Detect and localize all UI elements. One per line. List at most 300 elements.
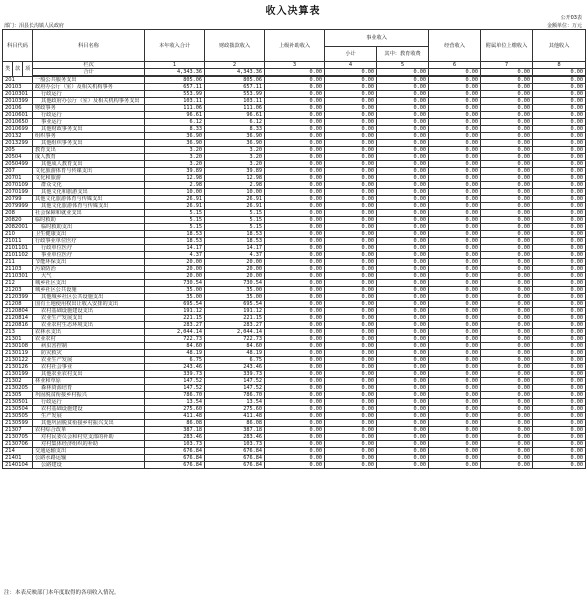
table-row	[3, 91, 586, 98]
zero-cell: 0.00	[377, 427, 429, 434]
table-row	[3, 140, 586, 147]
zero-cell: 0.00	[481, 462, 533, 469]
zero-cell: 0.00	[533, 434, 586, 441]
zero-cell: 0.00	[265, 189, 325, 196]
fiscal-cell: 657.11	[205, 84, 265, 91]
zero-cell: 0.00	[377, 182, 429, 189]
zero-cell: 0.00	[265, 413, 325, 420]
table-row	[3, 280, 586, 287]
table-row	[3, 147, 586, 154]
code-cell: 21302	[3, 378, 33, 385]
zero-cell: 0.00	[265, 371, 325, 378]
zero-cell: 0.00	[481, 420, 533, 427]
table-row	[3, 385, 586, 392]
name-cell: 农业农村	[33, 336, 145, 343]
total-cell: 86.08	[145, 420, 205, 427]
zero-cell: 0.00	[533, 462, 586, 469]
total-cell: 6.75	[145, 357, 205, 364]
fiscal-cell: 103.73	[205, 441, 265, 448]
zero-cell: 0.00	[325, 224, 377, 231]
zero-cell: 0.00	[325, 266, 377, 273]
code-cell: 2130126	[3, 364, 33, 371]
zero-cell: 0.00	[429, 420, 481, 427]
header-affiliated: 附属单位上缴收入	[481, 30, 533, 62]
header-other: 其他收入	[533, 30, 586, 62]
zero-cell: 0.00	[325, 259, 377, 266]
total-cell: 275.60	[145, 406, 205, 413]
zero-cell: 0.00	[265, 224, 325, 231]
zero-cell: 0.00	[533, 280, 586, 287]
total-cell: 26.91	[145, 196, 205, 203]
table-row	[3, 406, 586, 413]
zero-cell: 0.00	[533, 147, 586, 154]
zero-cell: 0.00	[533, 77, 586, 84]
zero-cell: 0.00	[533, 175, 586, 182]
table-row	[3, 266, 586, 273]
zero-cell: 0.00	[377, 287, 429, 294]
zero-cell: 0.00	[325, 245, 377, 252]
zero-cell: 0.00	[533, 105, 586, 112]
zero-cell: 0.00	[533, 154, 586, 161]
zero-cell: 0.00	[325, 462, 377, 469]
total-cell: 39.89	[145, 168, 205, 175]
fiscal-cell: 411.48	[205, 413, 265, 420]
zero-cell: 0.00	[265, 301, 325, 308]
zero-cell: 0.00	[377, 315, 429, 322]
name-cell: 卫生健康支出	[33, 231, 145, 238]
fiscal-cell: 339.73	[205, 371, 265, 378]
zero-cell: 0.00	[533, 112, 586, 119]
total-cell: 722.73	[145, 336, 205, 343]
zero-cell: 0.00	[429, 126, 481, 133]
table-row	[3, 329, 586, 336]
table-row	[3, 294, 586, 301]
zero-cell: 0.00	[481, 378, 533, 385]
table-row	[3, 189, 586, 196]
zero-cell: 0.00	[325, 420, 377, 427]
code-cell: 2120399	[3, 294, 33, 301]
fiscal-cell: 6.12	[205, 119, 265, 126]
fiscal-cell: 695.54	[205, 301, 265, 308]
zero-cell: 0.00	[325, 308, 377, 315]
code-cell: 2013299	[3, 140, 33, 147]
zero-cell: 0.00	[377, 455, 429, 462]
fiscal-cell: 805.06	[205, 77, 265, 84]
total-cell: 103.73	[145, 441, 205, 448]
code-cell: 20504	[3, 154, 33, 161]
name-cell: 交通运输支出	[33, 448, 145, 455]
fiscal-cell: 35.00	[205, 294, 265, 301]
table-row	[3, 350, 586, 357]
code-cell: 2120814	[3, 315, 33, 322]
fiscal-cell: 5.15	[205, 210, 265, 217]
zero-cell: 0.00	[265, 266, 325, 273]
zero-cell: 0.00	[481, 371, 533, 378]
header-total: 本年收入合计	[145, 30, 205, 62]
zero-cell: 0.00	[377, 98, 429, 105]
zero-cell: 0.00	[481, 336, 533, 343]
zero-cell: 0.00	[265, 238, 325, 245]
zero-cell: 0.00	[533, 448, 586, 455]
total-cell: 730.54	[145, 280, 205, 287]
name-cell: 事业单位医疗	[33, 252, 145, 259]
zero-cell: 0.00	[377, 126, 429, 133]
zero-cell: 0.00	[481, 441, 533, 448]
zero-cell: 0.00	[481, 182, 533, 189]
zero-cell: 0.00	[481, 364, 533, 371]
zero-cell: 0.00	[265, 399, 325, 406]
code-cell: 212	[3, 280, 33, 287]
fiscal-cell: 20.00	[205, 273, 265, 280]
zero-cell: 0.00	[533, 238, 586, 245]
zero-cell: 0.00	[533, 217, 586, 224]
footnote: 注：本表反映部门本年度取得的各项收入情况。	[4, 590, 120, 596]
fiscal-cell: 676.84	[205, 455, 265, 462]
zero-cell: 0.00	[429, 392, 481, 399]
zero-cell: 0.00	[533, 392, 586, 399]
zero-cell: 0.00	[481, 343, 533, 350]
table-row	[3, 434, 586, 441]
zero-cell: 0.00	[325, 413, 377, 420]
zero-cell: 0.00	[265, 168, 325, 175]
table-row	[3, 259, 586, 266]
name-cell: 林业和草原	[33, 378, 145, 385]
zero-cell: 0.00	[377, 434, 429, 441]
code-cell: 214	[3, 448, 33, 455]
total-cell: 2.98	[145, 182, 205, 189]
name-cell: 其他巩固脱贫衔接乡村振兴支出	[33, 420, 145, 427]
zero-cell: 0.00	[265, 378, 325, 385]
zero-cell: 0.00	[265, 294, 325, 301]
total-cell: 0.00	[429, 69, 481, 76]
zero-cell: 0.00	[533, 343, 586, 350]
fiscal-cell: 191.12	[205, 308, 265, 315]
zero-cell: 0.00	[325, 77, 377, 84]
zero-cell: 0.00	[377, 413, 429, 420]
name-cell: 一般公共服务支出	[33, 77, 145, 84]
total-cell: 111.06	[145, 105, 205, 112]
name-cell: 节能环保支出	[33, 259, 145, 266]
header-subtotal: 小计	[325, 47, 377, 62]
name-cell: 政府办公厅（室）及相关机构事务	[33, 84, 145, 91]
fiscal-cell: 18.53	[205, 238, 265, 245]
zero-cell: 0.00	[429, 203, 481, 210]
code-cell: 2130108	[3, 343, 33, 350]
table-row	[3, 168, 586, 175]
name-cell: 城乡社区公共设施	[33, 287, 145, 294]
zero-cell: 0.00	[481, 105, 533, 112]
zero-cell: 0.00	[377, 161, 429, 168]
table-row	[3, 308, 586, 315]
zero-cell: 0.00	[429, 133, 481, 140]
zero-cell: 0.00	[325, 84, 377, 91]
zero-cell: 0.00	[265, 147, 325, 154]
zero-cell: 0.00	[481, 119, 533, 126]
zero-cell: 0.00	[325, 399, 377, 406]
code-cell: 2130501	[3, 399, 33, 406]
report-title: 收入决算表	[265, 6, 321, 17]
zero-cell: 0.00	[325, 231, 377, 238]
zero-cell: 0.00	[533, 91, 586, 98]
zero-cell: 0.00	[481, 448, 533, 455]
name-cell: 成人教育	[33, 154, 145, 161]
zero-cell: 0.00	[429, 245, 481, 252]
zero-cell: 0.00	[429, 238, 481, 245]
code-cell: 2130505	[3, 413, 33, 420]
zero-cell: 0.00	[481, 91, 533, 98]
zero-cell: 0.00	[265, 112, 325, 119]
zero-cell: 0.00	[533, 245, 586, 252]
zero-cell: 0.00	[265, 343, 325, 350]
total-cell: 0.00	[325, 69, 377, 76]
zero-cell: 0.00	[377, 217, 429, 224]
zero-cell: 0.00	[265, 420, 325, 427]
name-cell: 临时救助	[33, 217, 145, 224]
zero-cell: 0.00	[325, 343, 377, 350]
total-cell: 5.15	[145, 217, 205, 224]
zero-cell: 0.00	[533, 406, 586, 413]
fiscal-cell: 221.15	[205, 315, 265, 322]
zero-cell: 0.00	[481, 245, 533, 252]
zero-cell: 0.00	[481, 273, 533, 280]
total-cell: 14.17	[145, 245, 205, 252]
code-cell: 2070199	[3, 189, 33, 196]
name-cell: 城乡社区支出	[33, 280, 145, 287]
fiscal-cell: 13.54	[205, 399, 265, 406]
total-cell: 676.84	[145, 462, 205, 469]
zero-cell: 0.00	[325, 406, 377, 413]
zero-cell: 0.00	[377, 119, 429, 126]
col-num: 7	[481, 62, 533, 69]
zero-cell: 0.00	[429, 259, 481, 266]
table-row	[3, 203, 586, 210]
code-cell: 201	[3, 77, 33, 84]
total-cell: 657.11	[145, 84, 205, 91]
zero-cell: 0.00	[533, 273, 586, 280]
total-cell: 553.99	[145, 91, 205, 98]
zero-cell: 0.00	[533, 350, 586, 357]
fiscal-cell: 5.15	[205, 224, 265, 231]
fiscal-cell: 3.20	[205, 154, 265, 161]
code-cell: 21307	[3, 427, 33, 434]
zero-cell: 0.00	[533, 371, 586, 378]
name-cell: 农业生产发展	[33, 357, 145, 364]
table-row	[3, 154, 586, 161]
name-cell: 教育支出	[33, 147, 145, 154]
zero-cell: 0.00	[429, 322, 481, 329]
fiscal-cell: 86.08	[205, 420, 265, 427]
zero-cell: 0.00	[481, 294, 533, 301]
table-row	[3, 252, 586, 259]
zero-cell: 0.00	[325, 196, 377, 203]
zero-cell: 0.00	[265, 322, 325, 329]
zero-cell: 0.00	[265, 77, 325, 84]
zero-cell: 0.00	[325, 427, 377, 434]
name-cell: 其他城乡社区公共设施支出	[33, 294, 145, 301]
zero-cell: 0.00	[429, 441, 481, 448]
name-cell: 农村社会事业	[33, 364, 145, 371]
fiscal-cell: 8.33	[205, 126, 265, 133]
zero-cell: 0.00	[377, 140, 429, 147]
name-cell: 行政单位医疗	[33, 245, 145, 252]
zero-cell: 0.00	[265, 308, 325, 315]
zero-cell: 0.00	[377, 322, 429, 329]
table-row	[3, 399, 586, 406]
zero-cell: 0.00	[265, 392, 325, 399]
code-cell: 2010650	[3, 119, 33, 126]
code-cell: 2079999	[3, 203, 33, 210]
name-cell: 行政运行	[33, 399, 145, 406]
total-cell: 36.90	[145, 140, 205, 147]
name-cell: 其他政府办公厅（室）及相关机构事务支出	[33, 98, 145, 105]
zero-cell: 0.00	[325, 357, 377, 364]
zero-cell: 0.00	[265, 217, 325, 224]
zero-cell: 0.00	[481, 413, 533, 420]
zero-cell: 0.00	[481, 406, 533, 413]
zero-cell: 0.00	[325, 168, 377, 175]
zero-cell: 0.00	[265, 434, 325, 441]
table-row	[3, 175, 586, 182]
fiscal-cell: 36.90	[205, 140, 265, 147]
total-cell: 2,044.14	[145, 329, 205, 336]
zero-cell: 0.00	[533, 385, 586, 392]
fiscal-cell: 283.27	[205, 322, 265, 329]
zero-cell: 0.00	[325, 448, 377, 455]
total-cell: 147.52	[145, 385, 205, 392]
zero-cell: 0.00	[429, 224, 481, 231]
code-cell: 2010699	[3, 126, 33, 133]
zero-cell: 0.00	[325, 322, 377, 329]
name-cell: 对村集体经济组织的补助	[33, 441, 145, 448]
fiscal-cell: 786.70	[205, 392, 265, 399]
code-cell: 20132	[3, 133, 33, 140]
table-row	[3, 448, 586, 455]
zero-cell: 0.00	[377, 175, 429, 182]
name-cell: 社会保障和就业支出	[33, 210, 145, 217]
zero-cell: 0.00	[325, 280, 377, 287]
zero-cell: 0.00	[377, 231, 429, 238]
code-cell: 21305	[3, 392, 33, 399]
fiscal-cell: 275.60	[205, 406, 265, 413]
zero-cell: 0.00	[325, 189, 377, 196]
zero-cell: 0.00	[429, 434, 481, 441]
zero-cell: 0.00	[481, 154, 533, 161]
name-cell: 其他组织事务支出	[33, 140, 145, 147]
zero-cell: 0.00	[533, 329, 586, 336]
table-row	[3, 84, 586, 91]
total-cell: 786.70	[145, 392, 205, 399]
zero-cell: 0.00	[429, 147, 481, 154]
zero-cell: 0.00	[481, 266, 533, 273]
name-cell: 农村综合改革	[33, 427, 145, 434]
zero-cell: 0.00	[377, 273, 429, 280]
zero-cell: 0.00	[429, 189, 481, 196]
table-row	[3, 105, 586, 112]
zero-cell: 0.00	[265, 175, 325, 182]
total-cell: 147.52	[145, 378, 205, 385]
zero-cell: 0.00	[265, 364, 325, 371]
name-cell: 森林资源培育	[33, 385, 145, 392]
zero-cell: 0.00	[377, 364, 429, 371]
total-cell: 0.00	[533, 69, 586, 76]
total-cell: 96.61	[145, 112, 205, 119]
zero-cell: 0.00	[481, 301, 533, 308]
name-cell: 行政事业单位医疗	[33, 238, 145, 245]
zero-cell: 0.00	[481, 427, 533, 434]
fiscal-cell: 3.20	[205, 161, 265, 168]
code-cell: 213	[3, 329, 33, 336]
zero-cell: 0.00	[481, 308, 533, 315]
zero-cell: 0.00	[265, 315, 325, 322]
table-row	[3, 462, 586, 469]
zero-cell: 0.00	[377, 357, 429, 364]
table-row	[3, 161, 586, 168]
total-cell: 191.12	[145, 308, 205, 315]
fiscal-cell: 4.37	[205, 252, 265, 259]
fiscal-cell: 5.15	[205, 217, 265, 224]
name-cell: 其他农业农村支出	[33, 371, 145, 378]
name-cell: 国有土地使用权出让收入安排的支出	[33, 301, 145, 308]
fiscal-cell: 147.52	[205, 385, 265, 392]
column-label: 栏次	[33, 62, 145, 69]
zero-cell: 0.00	[429, 336, 481, 343]
table-row	[3, 315, 586, 322]
zero-cell: 0.00	[429, 287, 481, 294]
zero-cell: 0.00	[377, 147, 429, 154]
zero-cell: 0.00	[429, 84, 481, 91]
total-cell: 84.60	[145, 343, 205, 350]
fiscal-cell: 20.00	[205, 266, 265, 273]
zero-cell: 0.00	[265, 287, 325, 294]
zero-cell: 0.00	[533, 420, 586, 427]
zero-cell: 0.00	[481, 350, 533, 357]
code-cell: 2130504	[3, 406, 33, 413]
header-business: 事业收入	[325, 30, 429, 47]
code-cell: 20820	[3, 217, 33, 224]
zero-cell: 0.00	[429, 413, 481, 420]
zero-cell: 0.00	[377, 154, 429, 161]
code-cell: 20106	[3, 105, 33, 112]
zero-cell: 0.00	[429, 294, 481, 301]
code-cell: 208	[3, 210, 33, 217]
zero-cell: 0.00	[429, 301, 481, 308]
name-cell: 农村基础设施建设	[33, 406, 145, 413]
zero-cell: 0.00	[265, 273, 325, 280]
name-cell: 其他成人教育支出	[33, 161, 145, 168]
zero-cell: 0.00	[481, 385, 533, 392]
total-cell: 8.33	[145, 126, 205, 133]
zero-cell: 0.00	[377, 294, 429, 301]
zero-cell: 0.00	[325, 350, 377, 357]
zero-cell: 0.00	[533, 161, 586, 168]
zero-cell: 0.00	[325, 385, 377, 392]
col-num: 5	[377, 62, 429, 69]
zero-cell: 0.00	[533, 259, 586, 266]
col-num: 3	[265, 62, 325, 69]
zero-cell: 0.00	[377, 399, 429, 406]
total-cell: 243.46	[145, 364, 205, 371]
name-cell: 其他财政事务支出	[33, 126, 145, 133]
zero-cell: 0.00	[429, 231, 481, 238]
table-row	[3, 336, 586, 343]
total-label: 合计	[33, 69, 145, 76]
zero-cell: 0.00	[265, 140, 325, 147]
zero-cell: 0.00	[481, 84, 533, 91]
total-cell: 48.19	[145, 350, 205, 357]
name-cell: 群众文化	[33, 182, 145, 189]
zero-cell: 0.00	[325, 364, 377, 371]
table-row	[3, 455, 586, 462]
